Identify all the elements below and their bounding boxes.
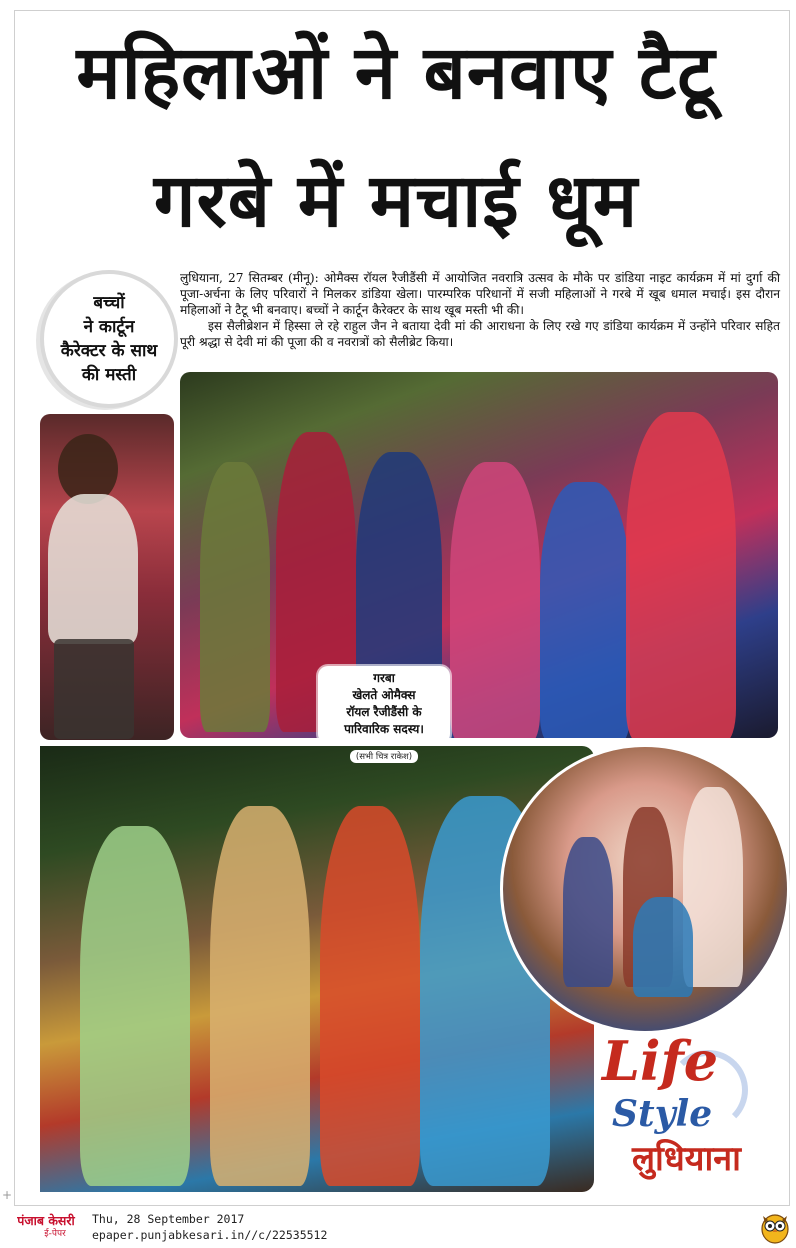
headline-line-1: महिलाओं ने बनवाए टैटू [76,30,716,116]
caption-box [318,666,450,744]
garba-dance-photo [40,746,594,1192]
article-paragraph: इस सैलीब्रेशन में हिस्सा ले रहे राहुल जैन ने बताया देवी मां की आराधना के लिए रखे गए डांडिया कार्यक्रम में उन्होंने परिवार सहित पूरी श्रद्धा से देवी मां की पूजा की व नवरात्रों को सैलीब्रेट किया। [180,319,780,349]
logo-city: लुधियाना [632,1139,741,1179]
caption-line: रॉयल रैजीडैंसी के [346,705,422,719]
epaper-link[interactable]: epaper.punjabkesari.in//c/22535512 [92,1228,328,1242]
crosshair-icon: + [2,1188,13,1202]
callout-line: की मस्ती [81,365,137,385]
article-paragraph: लुधियाना, 27 सितम्बर (मीनू): ओमैक्स रॉयल रैजीडैंसी में आयोजित नवरात्रि उत्सव के मौके पर डांडिया नाइट कार्यक्रम में मां दुर्गा की पूजा-अर्चना के लिए परिवारों ने मिलकर डांडिया खेला। पारम्परिक परिधानों में सजी महिलाओं ने गरबे में खूब धमाल मचाई। इस दौरान महिलाओं ने टैटू भी बनवाए। बच्चों ने कार्टून कैरेक्टर के साथ खूब मस्ती भी की। [180,271,780,317]
edition-date: Thu, 28 September 2017 [92,1212,245,1226]
caption-line: पारिवारिक सदस्य। [344,722,424,736]
callout-line: कैरेक्टर के साथ [60,341,158,361]
brand-logo[interactable] [8,1214,84,1240]
kids-dandiya-photo [500,744,790,1034]
logo-word-life: Life [602,1029,719,1093]
caption-line: खेलते ओमैक्स [352,688,416,702]
article-body [180,270,780,350]
callout-line: ने कार्टून [83,317,135,337]
dandiya-group-photo [180,372,778,738]
owl-icon[interactable] [760,1210,790,1244]
singer-photo [40,414,174,740]
cartoon-callout [40,270,178,408]
headline-line-2: गरबे में मचाई धूम [153,158,639,244]
logo-word-style: Style [612,1093,713,1135]
photo-caption [318,666,450,763]
epaper-footer [0,1206,796,1248]
photo-credit: (सभी चित्र राकेश) [350,750,418,763]
callout-line: बच्चों [93,293,125,313]
lifestyle-section-logo [598,1030,768,1190]
caption-line: गरबा [373,671,395,685]
brand-subtitle: ई-पेपर [44,1229,66,1239]
brand-name: पंजाब केसरी [17,1213,75,1228]
